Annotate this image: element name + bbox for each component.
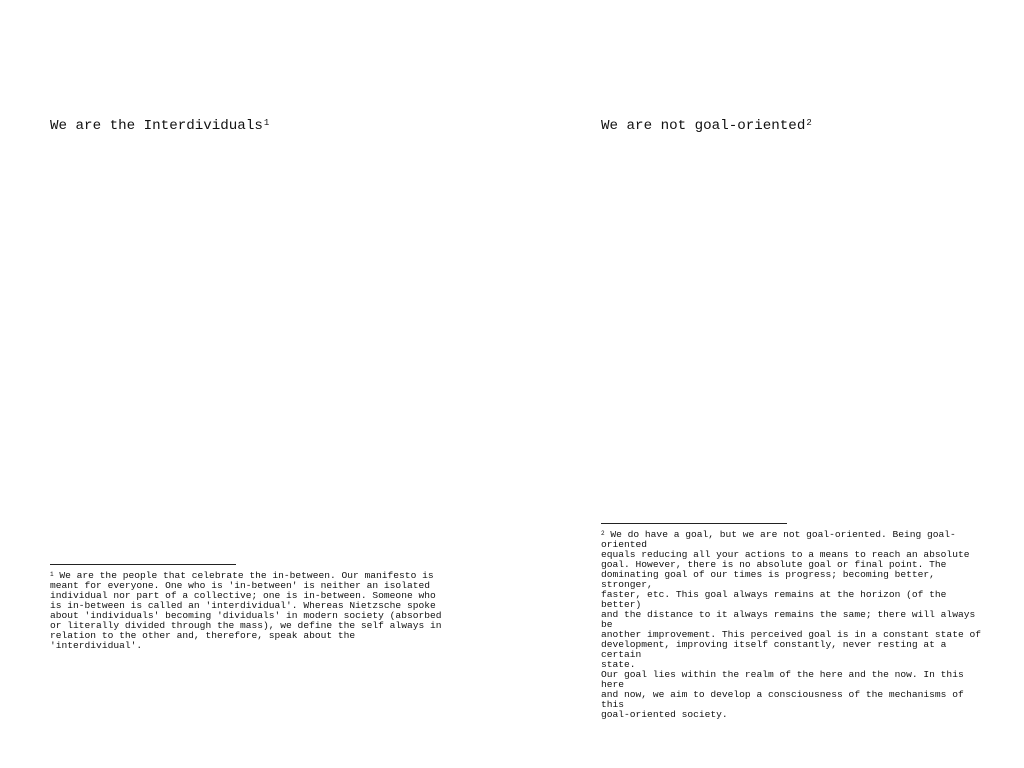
left-footnote-marker: 1 (50, 571, 54, 578)
left-footnote-text (50, 571, 450, 651)
right-heading-text: We are not goal-oriented (601, 118, 806, 134)
left-heading-text: We are the Interdividuals (50, 118, 263, 134)
left-footnote-body: We are the people that celebrate the in-between. Our manifesto is meant for everyone. One who is 'in-between' is neither an isolated individual nor part of a collective; one is in-between. Someone who is in-between is called an 'interdividual'. Whereas Nietzsche spoke about 'individuals' becoming 'dividuals' in modern society (absorbed or literally divided through the mass), we define the self always in relation to the other and, therefore, speak about the 'interdividual'. (50, 570, 442, 651)
right-footnote-marker: 2 (601, 530, 605, 537)
right-footnote-body: We do have a goal, but we are not goal-oriented. Being goal-oriented equals reducing all your actions to a means to reach an absolute goal. However, there is no absolute goal or final point. The dominating goal of our times is progress; becoming better, stronger, faster, etc. This goal always remains at the horizon (of the better) and the distance to it always remains the same; there will always be another improvement. This perceived goal is in a constant state of development, improving itself constantly, never resting at a certain state. Our goal lies within the realm of the here and the now. In this here and now, we aim to develop a consciousness of the mechanisms of this goal-oriented society. (601, 529, 981, 720)
right-footnote-text (601, 530, 986, 720)
left-footnote (50, 564, 450, 651)
right-footnote-rule (601, 523, 787, 524)
left-page-heading (50, 116, 269, 136)
right-heading-footnote-ref: 2 (806, 118, 812, 128)
right-page-heading (601, 116, 812, 136)
right-footnote (601, 523, 986, 720)
left-heading-footnote-ref: 1 (263, 118, 270, 128)
left-footnote-rule (50, 564, 236, 565)
